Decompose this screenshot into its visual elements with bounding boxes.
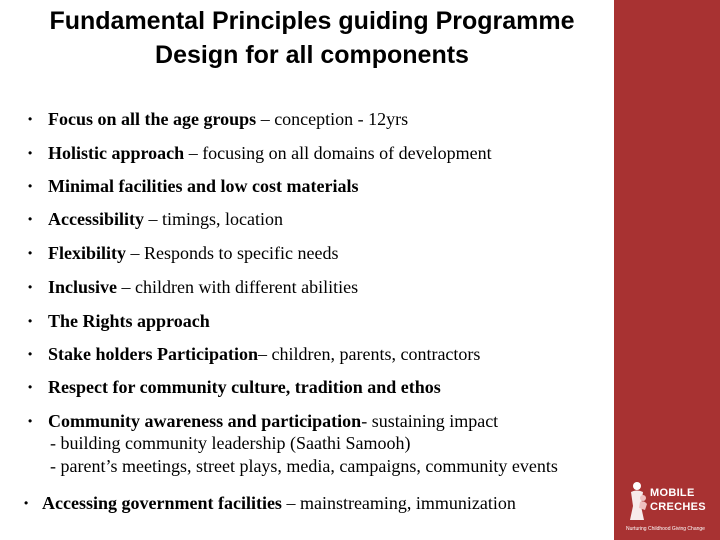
bullet-rest: – children, parents, contractors [258, 344, 481, 364]
bullet-bold: Accessibility [48, 209, 144, 229]
bullet-subline: - building community leadership (Saathi Samooh) [50, 433, 411, 453]
bullet-icon: • [28, 146, 33, 160]
bullet-bold: Respect for community culture, tradition and ethos [48, 377, 441, 397]
bullet-bold: Accessing government facilities [42, 493, 282, 513]
mother-child-icon [622, 480, 652, 526]
bullet-bold: The Rights approach [48, 311, 210, 331]
bullet-bold: Community awareness and participation [48, 411, 362, 431]
mobile-creches-logo [620, 478, 718, 538]
bullet-rest: – timings, location [144, 209, 283, 229]
title-line-2: Design for all components [155, 41, 469, 69]
bullet-icon: • [24, 496, 29, 510]
bullet-icon: • [28, 246, 33, 260]
bullet-bold: Inclusive [48, 277, 118, 297]
bullet-rest: – children with different abilities [117, 277, 359, 297]
logo-line-2: CRECHES [650, 501, 706, 513]
bullet-bold: Minimal facilities and low cost materials [48, 176, 359, 196]
logo-line-1: MOBILE [650, 487, 695, 499]
bullet-bold: Flexibility [48, 243, 126, 263]
bullet-icon: • [28, 212, 33, 226]
logo-name [650, 486, 706, 514]
bullet-icon: • [28, 280, 33, 294]
bullet-icon: • [28, 380, 33, 394]
bullet-rest: – conception - 12yrs [256, 109, 409, 129]
logo-tagline: Nurturing Childhood Giving Change [626, 526, 705, 532]
bullet-rest: – mainstreaming, immunization [281, 493, 516, 513]
bullet-icon: • [28, 314, 33, 328]
bullet-bold: Focus on all the age groups [48, 109, 257, 129]
bullet-icon: • [28, 112, 33, 126]
sidebar-accent-bar [614, 0, 720, 540]
bullet-bold: Holistic approach [48, 143, 185, 163]
bullet-subline: - parent’s meetings, street plays, media, campaigns, community events [50, 456, 558, 476]
bullet-rest: – focusing on all domains of development [184, 143, 492, 163]
slide-title [0, 4, 624, 72]
bullet-rest: – Responds to specific needs [126, 243, 339, 263]
bullet-icon: • [28, 414, 33, 428]
bullet-rest: - sustaining impact [361, 411, 499, 431]
bullet-bold: Stake holders Participation [48, 344, 258, 364]
bullet-icon: • [28, 179, 33, 193]
title-line-1: Fundamental Principles guiding Programme [49, 7, 575, 35]
bullet-icon: • [28, 347, 33, 361]
